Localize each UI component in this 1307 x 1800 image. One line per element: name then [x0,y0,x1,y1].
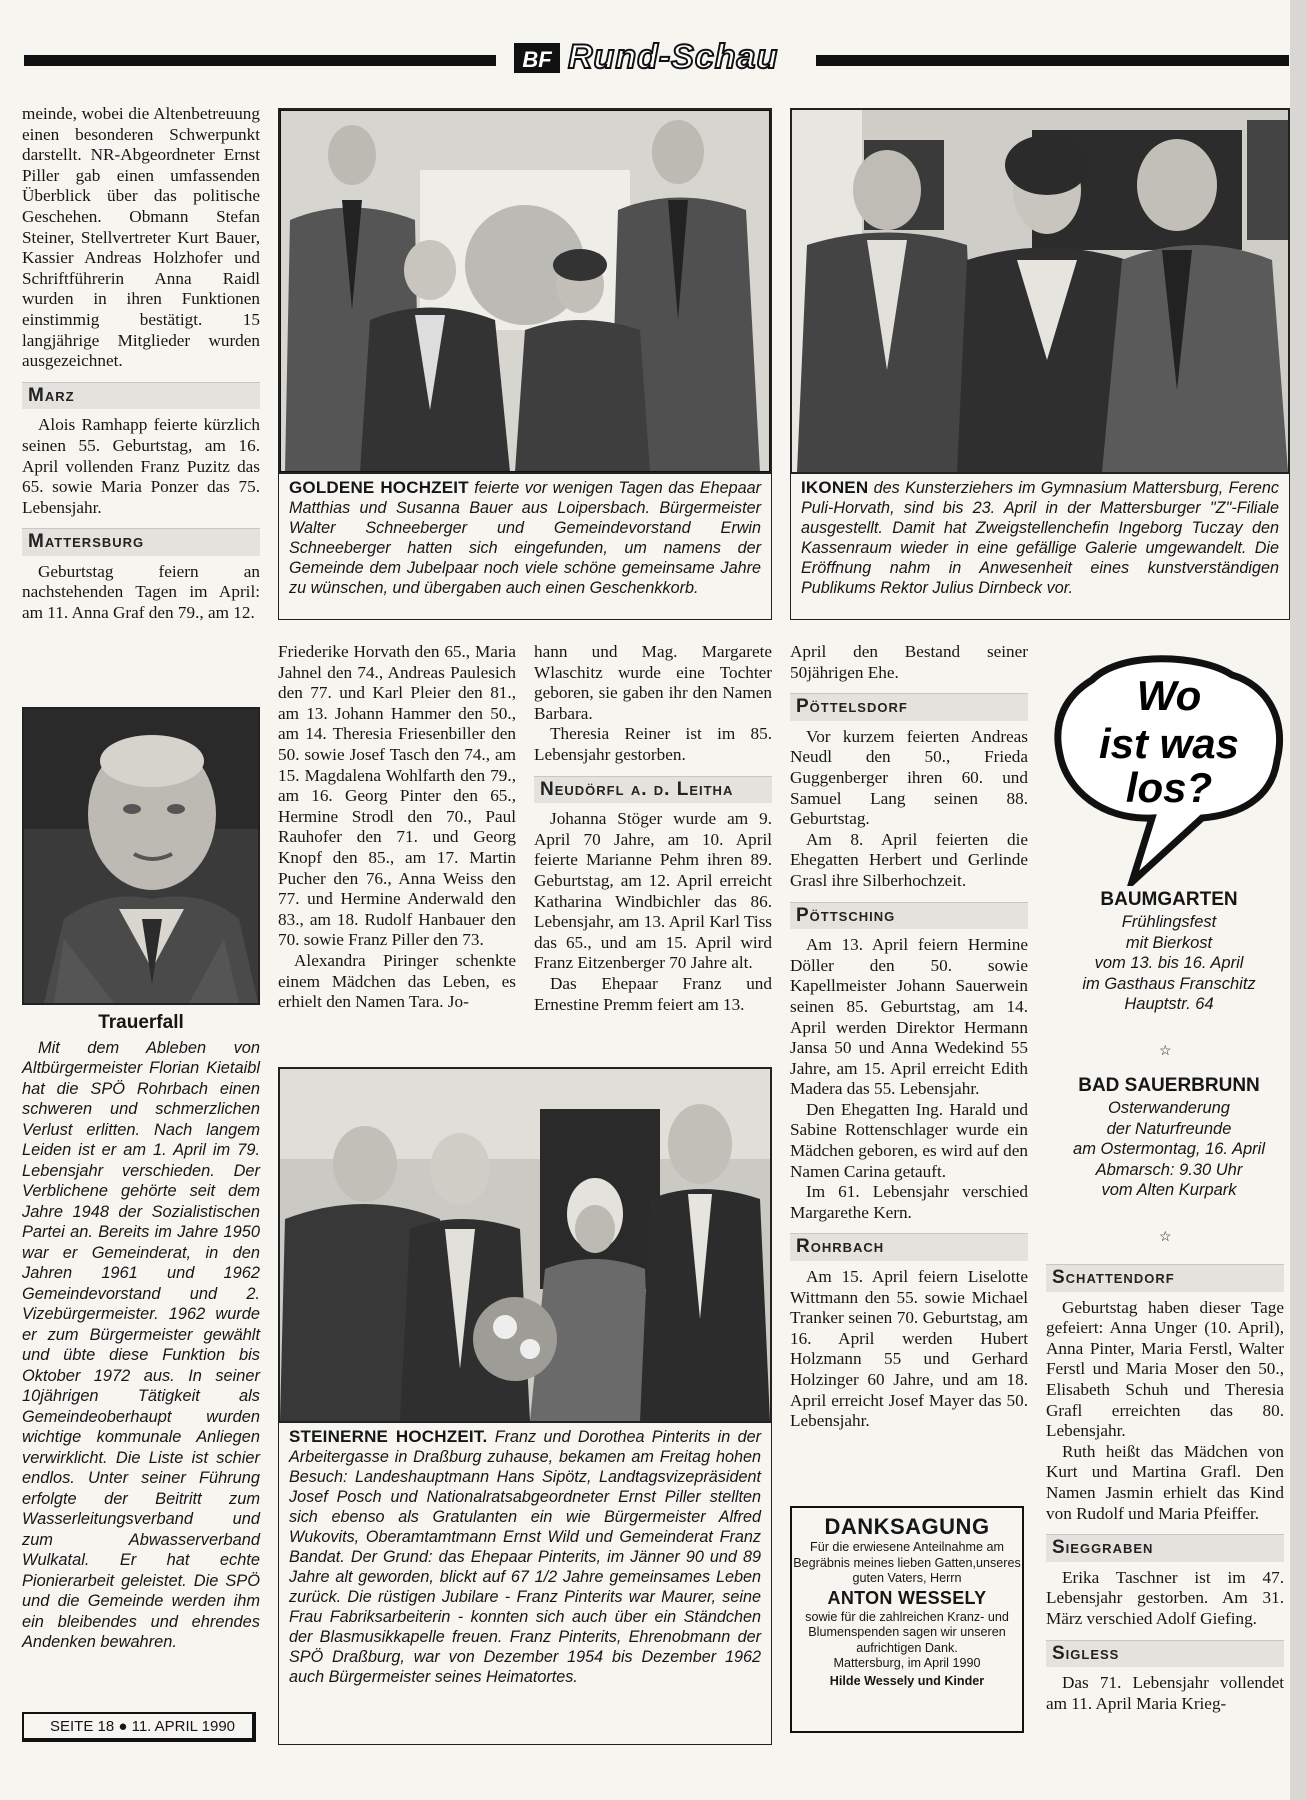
caption-steinerne-head: STEINERNE HOCHZEIT. [289,1427,488,1446]
event-bad-sauerbrunn-line-4: Abmarsch: 9.30 Uhr [1095,1160,1243,1179]
caption-steinerne-hochzeit [278,1423,772,1745]
intro-paragraph: meinde, wobei die Altenbetreuung einen besonderen Schwerpunkt darstellt. NR-Abgeordneter Ernst Piller gab einen umfassenden Überblick über das politische Geschehen. Obmann Stefan Steiner, Stellvertreter Kurt Bauer, Kassier Andreas Holzhofer und Schriftführerin Anna Raidl wurden in ihren Funktionen einstimmig bestätigt. 15 langjährige Mitglieder wurden ausgezeichnet. [22,104,260,371]
caption-ikonen-text: des Kunsterziehers im Gymnasium Mattersburg, Ferenc Puli-Horvath, sind bis 23. April in der Mattersburger "Z"-Filiale ausgestellt. Damit hat Zweigstellenchefin Ingeborg Tuczay den Kassenraum wieder in eine gefällige Galerie umgewandelt. Die Eröffnung nahm in Anwesenheit eines kunstverständigen Publikums Rektor Julius Dirnbeck vor. [801,479,1279,597]
danksagung-signature: Hilde Wessely und Kinder [829,1673,985,1688]
column-4 [790,642,1028,1432]
masthead-rule-right [816,55,1289,66]
danksagung-place: Mattersburg, im April 1990 [833,1656,981,1670]
page-edge [1290,0,1307,1800]
col3-paragraph-2: Theresia Reiner ist im 85. Lebensjahr gestorben. [534,724,772,764]
photo-ikonen [790,108,1290,474]
event-baumgarten-line-5: Hauptstr. 64 [1124,995,1214,1013]
danksagung-name: ANTON WESSELY [827,1587,987,1608]
event-baumgarten-line-2: mit Bierkost [1125,933,1213,952]
event-baumgarten-place: BAUMGARTEN [1100,889,1238,910]
col4-paragraph-6: Am 15. April feiern Liselotte Wittmann den 55. sowie Michael Tranker seinen 70. Geburtstag, am 16. April werden Hubert Holzmann 55 und Gerhard Holzinger 60 Jahre, und am 18. April erreicht Josef Mayer das 50. Lebensjahr. [790,1267,1028,1431]
danksagung-title: DANKSAGUNG [824,1514,990,1539]
caption-goldene-head: GOLDENE HOCHZEIT [289,478,469,497]
danksagung-line-2: sowie für die zahlreichen Kranz- und Blumenspenden sagen wir unseren aufrichtigen Dank. [805,1609,1009,1655]
caption-steinerne-text: Franz und Dorothea Pinterits in der Arbeitergasse in Draßburg zuhause, bekamen am Freitag hohen Besuch: Landeshauptmann Hans Sipötz, Landtagsvizepräsident Josef Posch und Nationalratsabgeordneter Ernst Piller stellten sich ebenso als Gratulanten ein wie Bürgermeister Alfred Wukovits, Oberamtamtmann Ernst Wild und Gemeinderat Franz Bandat. Der Grund: das Ehepaar Pinterits, im Jänner 90 und 89 Jahre alt geworden, blickt auf 67 1/2 Jahre gemeinsames Leben zurück. Die rüstigen Jubilare - Franz Pinterits war Maurer, seine Frau Fabriksarbeiterin - konnten sich auch über ein Ständchen der Blasmusikkapelle freuen. Franz Pinterits, Ehrenobmann der SPÖ Draßburg, war von Dezember 1954 bis Dezember 1962 auch Bürgermeister seines Heimatortes. [289,1428,761,1686]
event-baumgarten-line-3: vom 13. bis 16. April [1094,954,1244,972]
col3-paragraph-1: hann und Mag. Margarete Wlaschitz wurde eine Tochter geboren, sie gaben ihr den Namen Barbara. [534,642,772,723]
section-mattersburg: Mattersburg [22,528,260,556]
event-bad-sauerbrunn-place: BAD SAUERBRUNN [1078,1075,1260,1096]
event-bad-sauerbrunn [1052,1074,1286,1201]
event-baumgarten-line-1: Frühlingsfest [1121,913,1217,931]
col3-paragraph-4: Das Ehepaar Franz und Ernestine Premm feiert am 13. [534,973,772,1014]
col4-paragraph-1: Vor kurzem feierten Andreas Neudl den 50., Frieda Guggenberger ihren 60. und Samuel Lang seinen 88. Geburtstag. [790,726,1028,829]
column-2 [278,642,516,1013]
event-bad-sauerbrunn-line-3: am Ostermontag, 16. April [1073,1140,1265,1158]
page-footer: SEITE 18 ● 11. APRIL 1990 [22,1712,256,1742]
bubble-line-1: Wo [1136,672,1202,719]
col4-paragraph-3: Am 13. April feiern Hermine Döller den 50. sowie Kapellmeister Johann Sauerwein seinen 85. Geburtstag, am 14. April werden Direktor Hermann Jansa 50 und Anna Wedekind 55 Jahre, am 15. April erreicht Edith Madera das 55. Lebensjahr. [790,935,1028,1099]
col4-paragraph-2: Am 8. April feierten die Ehegatten Herbert und Gerlinde Grasl ihre Silberhochzeit. [790,829,1028,890]
marz-paragraph: Alois Ramhapp feierte kürzlich seinen 55. Geburtstag, am 16. April vollenden Franz Puzitz das 65. sowie Maria Ponzer das 75. Lebensjahr. [22,415,260,517]
masthead [24,38,1289,76]
caption-ikonen [790,474,1290,620]
danksagung-notice [790,1506,1024,1733]
caption-ikonen-head: IKONEN [801,478,869,497]
photo-goldene-hochzeit [278,108,772,474]
star-divider-icon: ☆ [1159,1230,1172,1245]
section-sigless: Sigless [1046,1640,1284,1668]
section-poettsching: Pöttsching [790,902,1028,930]
section-neudoerfl: Neudörfl a. d. Leitha [534,776,772,804]
col3-paragraph-3: Johanna Stöger wurde am 9. April 70 Jahre, am 10. April feierte Marianne Pehm ihren 89. Geburtstag, am 12. April erreicht Katharina Windbichler das 86. Lebensjahr, am 13. April Karl Tiss das 65., und am 15. April wird Franz Eitzenberger 70 Jahre alt. [534,809,772,973]
caption-goldene-text: feierte vor wenigen Tagen das Ehepaar Matthias und Susanna Bauer aus Loipersbach. Bürgermeister Walter Schneeberger und Gemeindevorstand Erwin Schneeberger hatten sich eingefunden, um namens der Gemeinde dem Jubelpaar noch viele schöne gemeinsame Jahre zu wünschen, und übergaben auch einen Geschenkkorb. [289,479,761,597]
portrait-photo [22,707,260,1005]
masthead-rule-left [24,55,496,66]
col5-paragraph-1: Geburtstag haben dieser Tage gefeiert: Anna Unger (10. April), Anna Pinter, Maria Ferstl, Walter Ferstl und Maria Moser den 50., Elisabeth Schuh und Theresia Grafl erreichten das 80. Lebensjahr. [1046,1297,1284,1441]
caption-goldene-hochzeit [278,474,772,620]
masthead-logo: BF [514,43,560,73]
photo-steinerne-hochzeit [278,1067,772,1423]
star-divider-icon: ☆ [1159,1044,1172,1059]
col4-paragraph-5: Im 61. Lebensjahr verschied Margarethe Kern. [790,1182,1028,1222]
event-bad-sauerbrunn-line-5: vom Alten Kurpark [1101,1181,1237,1199]
wo-ist-was-los-bubble [1052,650,1286,886]
trauerfall-text: Mit dem Ableben von Altbürgermeister Florian Kietaibl hat die SPÖ Rohrbach einen schweren und schmerzlichen Verlust erlitten. Nach langem Leiden ist er am 1. April im 79. Lebensjahr verschieden. Der Verblichene gehörte seit dem Jahre 1948 der Sozialistischen Partei an. Bereits im Jahre 1950 war er Gemeinderat, in den Jahren 1961 und 1962 Gemeindevorstand und 2. Vizebürgermeister. 1962 wurde er zum Bürgermeister gewählt und übte diese Funktion bis Oktober 1972 aus. In seiner 10jährigen Tätigkeit als Gemeindeoberhaupt wurden wichtige kommunale Anliegen verwirklicht. Die Liste ist schier endlos. Unter seiner Führung erfolgte der Beitritt zum Wasserleitungsverband und zum Abwasserverband Wulkatal. Er hat echte Pionierarbeit geleistet. Die SPÖ und die Gemeinde werden ihm ein bleibendes und ehrendes Andenken bewahren. [22,1038,260,1652]
col4-paragraph-4: Den Ehegatten Ing. Harald und Sabine Rottenschlager wurde ein Mädchen geboren, es wird auf den Namen Carina getauft. [790,1099,1028,1181]
column-3 [534,642,772,1015]
trauerfall-section [22,1013,260,1653]
col5-paragraph-3: Erika Taschner ist im 47. Lebensjahr gestorben. Am 31. März verschied Adolf Giefing. [1046,1567,1284,1628]
event-baumgarten-line-4: im Gasthaus Franschitz [1082,974,1256,993]
event-bad-sauerbrunn-line-1: Osterwanderung [1108,1099,1230,1117]
col5-paragraph-2: Ruth heißt das Mädchen von Kurt und Martina Grafl. Den Namen Jasmin erhielt das Kind von Rudolf und Maria Pfeiffer. [1046,1441,1284,1523]
event-bad-sauerbrunn-line-2: der Naturfreunde [1106,1119,1232,1138]
section-poettelsdorf: Pöttelsdorf [790,693,1028,721]
section-rohrbach: Rohrbach [790,1233,1028,1261]
bubble-line-2: ist was [1098,720,1240,767]
col2-paragraph-2: Alexandra Piringer schenkte einem Mädchen das Leben, es erhielt den Namen Tara. Jo- [278,950,516,1012]
bubble-line-3: los? [1125,764,1213,811]
left-column [22,104,260,624]
col4-paragraph-0: April den Bestand seiner 50jährigen Ehe. [790,642,1028,682]
masthead-title: Rund-Schau [568,38,779,76]
section-schattendorf: Schattendorf [1046,1264,1284,1292]
mattersburg-paragraph: Geburtstag feiern an nachstehenden Tagen im April: am 11. Anna Graf den 79., am 12. [22,561,260,623]
event-baumgarten [1052,888,1286,1015]
column-5 [1046,1254,1284,1714]
col2-paragraph-1: Friederike Horvath den 65., Maria Jahnel den 74., Andreas Paulesich den 77. und Karl Pleier den 81., am 13. Johann Hammer den 50., am 14. Theresia Friesenbiller den 50. sowie Josef Tasch den 74., am 15. Magdalena Wohlfarth den 79., am 16. Georg Pinter den 65., Hermine Strodl den 70., Paul Rauhofer den 71. und Georg Knopf den 85., am 17. Martin Pucher den 76., Anna Weiss den 77. und Hermine Anderwald den 83., am 18. Rudolf Hanbauer den 70. sowie Franz Piller den 73. [278,642,516,950]
section-sieggraben: Sieggraben [1046,1534,1284,1562]
section-marz: Marz [22,382,260,410]
col5-paragraph-4: Das 71. Lebensjahr vollendet am 11. April Maria Krieg- [1046,1673,1284,1713]
trauerfall-title: Trauerfall [98,1012,184,1033]
danksagung-line-1: Für die erwiesene Anteilnahme am Begräbnis meines lieben Gatten,unseres guten Vaters, Herrn [793,1540,1021,1585]
